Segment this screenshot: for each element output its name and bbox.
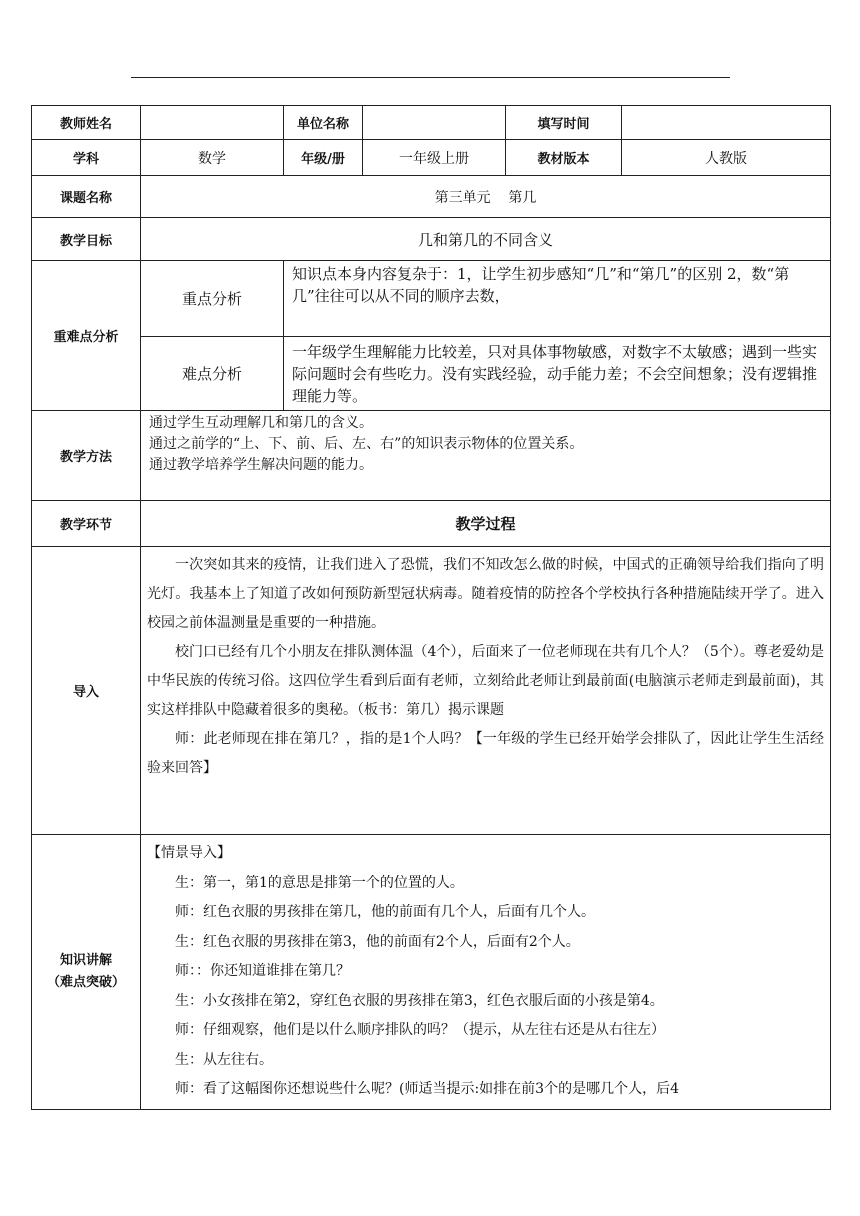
knowledge-line: 生：第一，第1的意思是排第一个的位置的人。 (175, 874, 464, 891)
knowledge-label (32, 835, 141, 1110)
method-label: 教学方法 (32, 411, 141, 501)
grade-value: 一年级上册 (363, 140, 506, 176)
process-stage-label: 教学环节 (32, 501, 141, 547)
knowledge-line: 生：从左往右。 (175, 1051, 273, 1068)
grade-label: 年级/册 (284, 140, 363, 176)
edition-label: 教材版本 (506, 140, 622, 176)
lesson-plan-table (31, 105, 831, 1110)
row-intro (32, 547, 831, 835)
teacher-name-label: 教师姓名 (32, 106, 141, 140)
knowledge-content (141, 835, 831, 1110)
teacher-name-value[interactable] (141, 106, 284, 140)
fill-date-label: 填写时间 (506, 106, 622, 140)
method-content (141, 411, 831, 501)
row-process-header (32, 501, 831, 547)
method-line: 通过教学培养学生解决问题的能力。 (149, 457, 373, 473)
row-method (32, 411, 831, 501)
intro-paragraph: 一次突如其来的疫情，让我们进入了恐慌，我们不知改怎么做的时候，中国式的正确领导给我们指向了明光灯。我基本上了知道了改如何预防新型冠状病毒。随着疫情的防控各个学校执行各种措施陆续开学了。进入校园之前体温测量是重要的一种措施。 (147, 557, 824, 631)
row-goal (32, 218, 831, 261)
row-knowledge (32, 835, 831, 1110)
knowledge-line: 生：红色衣服的男孩排在第3，他的前面有2个人，后面有2个人。 (175, 933, 580, 950)
intro-paragraph: 师：此老师现在排在第几？，指的是1个人吗？【一年级的学生已经开始学会排队了，因此让学生生活经验来回答】 (147, 731, 824, 776)
hard-point-text: 一年级学生理解能力比较差，只对具体事物敏感，对数字不太敏感；遇到一些实际问题时会有些吃力。没有实践经验，动手能力差；不会空间想象；没有逻辑推理能力等。 (284, 337, 831, 411)
difficulty-label: 重难点分析 (32, 261, 141, 411)
method-line: 通过学生互动理解几和第几的含义。 (149, 415, 373, 431)
knowledge-line: 生：小女孩排在第2，穿红色衣服的男孩排在第3，红色衣服后面的小孩是第4。 (175, 992, 664, 1009)
goal-label: 教学目标 (32, 218, 141, 261)
unit-name-value[interactable] (363, 106, 506, 140)
knowledge-label-line: 知识讲解 (59, 952, 112, 968)
process-title: 教学过程 (141, 501, 831, 547)
row-key-point (32, 261, 831, 337)
method-line: 通过之前学的“上、下、前、后、左、右”的知识表示物体的位置关系。 (149, 436, 584, 452)
knowledge-line: 师：仔细观察，他们是以什么顺序排队的吗？（提示，从左往右还是从右往左） (175, 1022, 665, 1038)
subject-value: 数学 (141, 140, 284, 176)
knowledge-label-line: （难点突破） (46, 974, 125, 990)
intro-paragraph: 校门口已经有几个小朋友在排队测体温（4个），后面来了一位老师现在共有几个人？（5个）。尊老爱幼是中华民族的传统习俗。这四位学生看到后面有老师，立刻给此老师让到最前面(电脑演示老师走到最前面)，其实这样排队中隐藏着很多的奥秘。（板书：第几）揭示课题 (147, 644, 824, 718)
intro-label: 导入 (32, 547, 141, 835)
goal-value: 几和第几的不同含义 (141, 218, 831, 261)
row-subject-info (32, 140, 831, 176)
fill-date-value[interactable] (622, 106, 831, 140)
topic-text: 第三单元 第几 (434, 189, 537, 206)
row-topic (32, 176, 831, 218)
unit-name-label: 单位名称 (284, 106, 363, 140)
row-hard-point (32, 337, 831, 411)
topic-value (141, 176, 831, 218)
topic-label: 课题名称 (32, 176, 141, 218)
intro-content (141, 547, 831, 835)
key-point-label: 重点分析 (141, 261, 284, 337)
knowledge-line: 师：：你还知道谁排在第几？ (175, 963, 350, 979)
header-rule (131, 77, 730, 78)
knowledge-line: 师：红色衣服的男孩排在第几，他的前面有几个人，后面有几个人。 (175, 904, 595, 920)
row-teacher-info (32, 106, 831, 140)
hard-point-label: 难点分析 (141, 337, 284, 411)
edition-value: 人教版 (622, 140, 831, 176)
knowledge-line: 师：看了这幅图你还想说些什么呢？(师适当提示:如排在前3个的是哪几个人，后4 (175, 1081, 679, 1097)
knowledge-heading: 【情景导入】 (147, 845, 231, 861)
key-point-text: 知识点本身内容复杂于：1，让学生初步感知“几”和“第几”的区别 2，数“第几”往往可以从不同的顺序去数， (284, 261, 831, 337)
subject-label: 学科 (32, 140, 141, 176)
